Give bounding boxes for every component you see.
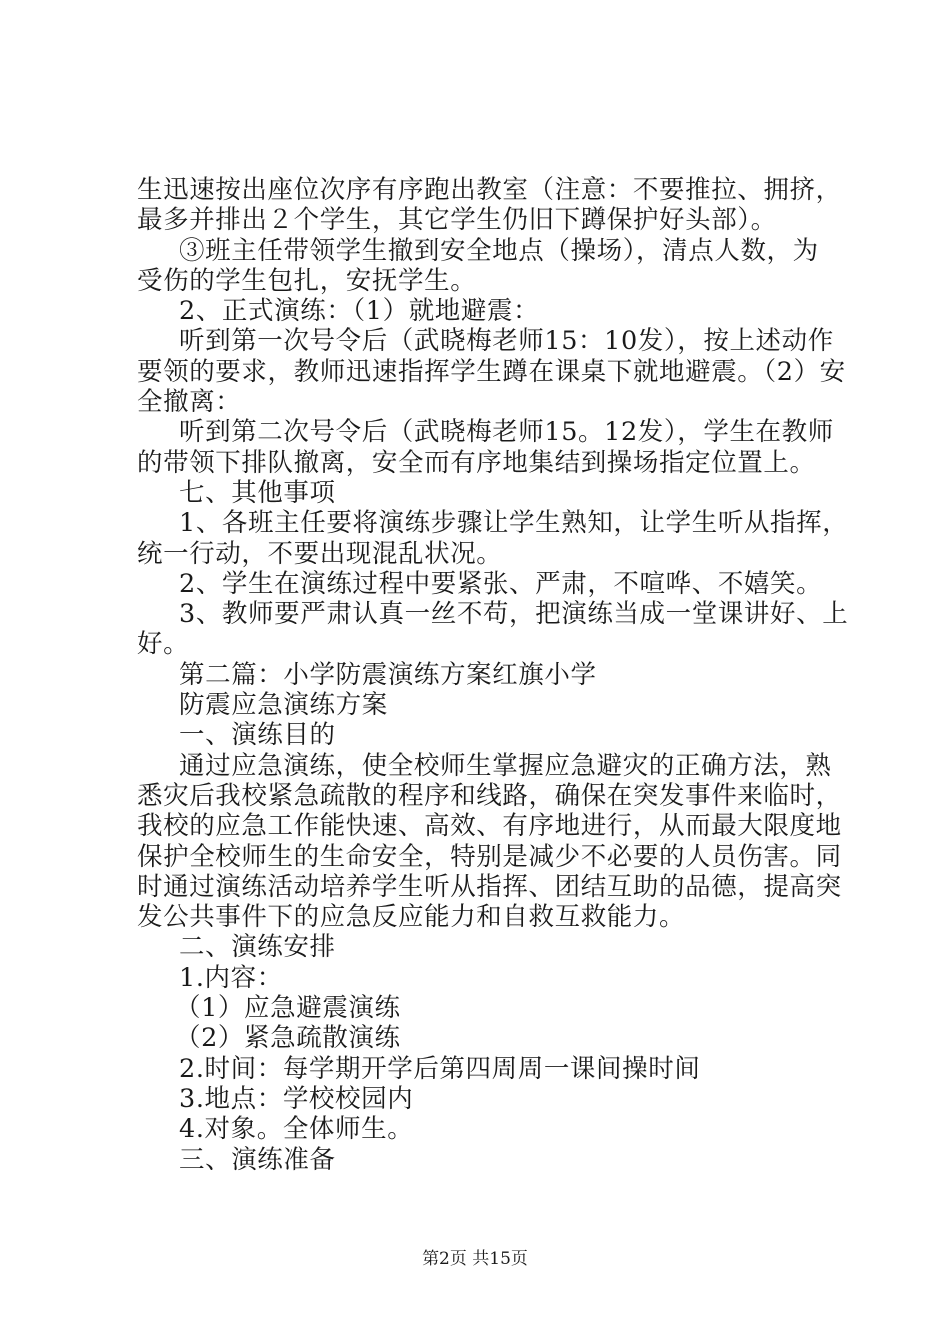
text-line: 2、学生在演练过程中要紧张、严肃，不喧哗、不嬉笑。 xyxy=(179,568,823,599)
text-line: （1）应急避震演练 xyxy=(175,993,401,1024)
page-footer: 第2页 共15页 xyxy=(422,1249,528,1269)
text-line: 1.内容： xyxy=(179,962,283,993)
text-line: 时通过演练活动培养学生听从指挥、团结互助的品德，提高突 xyxy=(137,871,842,902)
text-line: 听到第一次号令后（武晓梅老师15：10发），按上述动作 xyxy=(179,326,834,357)
text-line: 2.时间：每学期开学后第四周周一课间操时间 xyxy=(179,1053,701,1084)
text-line: ③班主任带领学生撤到安全地点（操场），清点人数，为 xyxy=(179,235,819,266)
text-line: 2、正式演练：（1）就地避震： xyxy=(179,296,540,327)
text-line: 统一行动，不要出现混乱状况。 xyxy=(137,538,503,569)
text-line: 防震应急演练方案 xyxy=(179,690,388,721)
text-line: 听到第二次号令后（武晓梅老师15。12发），学生在教师 xyxy=(179,417,834,448)
text-line: 保护全校师生的生命安全，特别是减少不必要的人员伤害。同 xyxy=(137,841,842,872)
text-line: 一、演练目的 xyxy=(179,720,336,751)
text-line: 生迅速按出座位次序有序跑出教室（注意：不要推拉、拥挤， xyxy=(137,175,842,205)
text-line: 悉灾后我校紧急疏散的程序和线路，确保在突发事件来临时， xyxy=(137,780,842,811)
text-line: 全撤离： xyxy=(137,387,242,418)
text-line: 要领的要求，教师迅速指挥学生蹲在课桌下就地避震。（2）安 xyxy=(137,356,846,387)
text-line: 4.对象。全体师生。 xyxy=(179,1114,414,1145)
text-line: 七、其他事项 xyxy=(179,477,336,508)
text-line: 二、演练安排 xyxy=(179,932,336,963)
text-line: 最多并排出２个学生，其它学生仍旧下蹲保护好头部）。 xyxy=(137,205,777,236)
text-line: 受伤的学生包扎，安抚学生。 xyxy=(137,265,477,296)
document-body xyxy=(137,175,849,1175)
text-line: 的带领下排队撤离，安全而有序地集结到操场指定位置上。 xyxy=(137,447,816,478)
text-line: 3、教师要严肃认真一丝不苟，把演练当成一堂课讲好、上 xyxy=(179,599,849,630)
text-line: 通过应急演练，使全校师生掌握应急避灾的正确方法，熟 xyxy=(179,750,832,781)
text-line: （2）紧急疏散演练 xyxy=(175,1023,401,1054)
text-line: 1、各班主任要将演练步骤让学生熟知，让学生听从指挥， xyxy=(179,508,849,539)
text-line: 我校的应急工作能快速、高效、有序地进行，从而最大限度地 xyxy=(137,811,842,842)
text-line: 3.地点：学校校园内 xyxy=(179,1083,414,1114)
text-line: 三、演练准备 xyxy=(179,1144,336,1175)
text-line: 发公共事件下的应急反应能力和自救互救能力。 xyxy=(137,902,686,933)
text-line: 好。 xyxy=(137,629,190,660)
text-line: 第二篇：小学防震演练方案红旗小学 xyxy=(179,659,597,690)
